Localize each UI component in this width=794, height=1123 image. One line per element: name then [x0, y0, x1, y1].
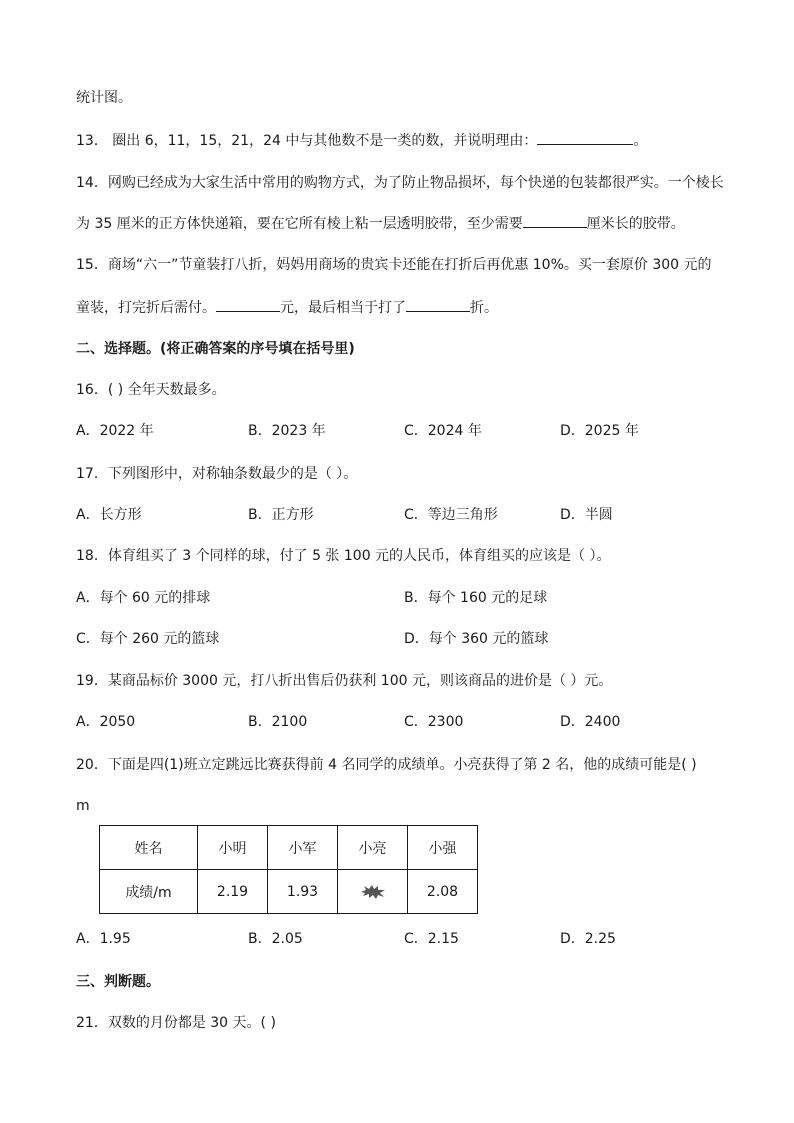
answer-blank[interactable] [523, 213, 587, 228]
q17-option-b[interactable]: B．正方形 [248, 507, 314, 523]
question-14-line-2 [76, 213, 685, 234]
answer-blank[interactable] [406, 297, 470, 312]
q19-option-a[interactable]: A．2050 [76, 714, 136, 730]
section-2-title: 二、选择题。(将正确答案的序号填在括号里) [76, 341, 355, 357]
question-20-stem: 20．下面是四(1)班立定跳远比赛获得前 4 名同学的成绩单。小亮获得了第 2 名，他的成绩可能是( ) [76, 757, 697, 773]
q19-option-c[interactable]: C．2300 [404, 714, 464, 730]
table-row [100, 870, 478, 914]
table-cell: 1.93 [268, 870, 338, 914]
question-15-line-1: 15．商场“六一”节童装打八折，妈妈用商场的贵宾卡还能在打折后再优惠 10%。买一套原价 300 元的 [76, 257, 712, 273]
q16-option-c[interactable]: C．2024 年 [404, 423, 482, 439]
q19-option-d[interactable]: D．2400 [560, 714, 621, 730]
question-21-stem: 21．双数的月份都是 30 天。( ) [76, 1015, 276, 1031]
q20-option-a[interactable]: A．1.95 [76, 931, 131, 947]
question-15-line-2 [76, 297, 498, 318]
table-cell: 小军 [268, 826, 338, 870]
q19-option-b[interactable]: B．2100 [248, 714, 308, 730]
q12-tail: 统计图。 [76, 90, 132, 106]
question-17-stem: 17．下列图形中，对称轴条数最少的是（ ）。 [76, 466, 358, 482]
question-19-stem: 19．某商品标价 3000 元，打八折出售后仍获利 100 元，则该商品的进价是（ ）元。 [76, 673, 613, 689]
q20-option-b[interactable]: B．2.05 [248, 931, 303, 947]
question-15-text-a: 童装，打完折后需付。 [76, 300, 216, 316]
question-14-line-1: 14．网购已经成为大家生活中常用的购物方式，为了防止物品损坏，每个快递的包装都很严实。一个棱长 [76, 175, 724, 191]
score-table [99, 825, 478, 914]
question-16-stem: 16．( ) 全年天数最多。 [76, 382, 226, 398]
question-18-stem: 18．体育组买了 3 个同样的球，付了 5 张 100 元的人民币，体育组买的应该是（ ）。 [76, 548, 611, 564]
q18-option-b[interactable]: B．每个 160 元的足球 [404, 590, 548, 606]
q17-option-d[interactable]: D．半圆 [560, 507, 613, 523]
q18-option-d[interactable]: D．每个 360 元的篮球 [404, 631, 549, 647]
q20-option-d[interactable]: D．2.25 [560, 931, 616, 947]
question-13-end: 。 [633, 133, 648, 149]
question-15-text-c: 折。 [470, 300, 498, 316]
table-cell: 小强 [408, 826, 478, 870]
ink-blot-icon [361, 885, 385, 899]
q20-option-c[interactable]: C．2.15 [404, 931, 459, 947]
q17-option-c[interactable]: C．等边三角形 [404, 507, 498, 523]
answer-blank[interactable] [216, 297, 280, 312]
table-cell: 小亮 [338, 826, 408, 870]
q18-option-c[interactable]: C．每个 260 元的篮球 [76, 631, 220, 647]
q18-option-a[interactable]: A．每个 60 元的排球 [76, 590, 211, 606]
ink-blot-shape [361, 885, 385, 899]
q16-option-b[interactable]: B．2023 年 [248, 423, 326, 439]
q17-option-a[interactable]: A．长方形 [76, 507, 142, 523]
q16-option-d[interactable]: D．2025 年 [560, 423, 639, 439]
section-3-title: 三、判断题。 [76, 974, 160, 990]
question-14-text-b: 厘米长的胶带。 [586, 216, 685, 232]
table-header-row [100, 826, 478, 870]
question-20-unit: m [76, 798, 90, 814]
table-cell: 姓名 [100, 826, 198, 870]
question-13 [76, 130, 647, 151]
table-cell: 2.19 [198, 870, 268, 914]
table-cell: 小明 [198, 826, 268, 870]
table-cell: 2.08 [408, 870, 478, 914]
question-15-text-b: 元，最后相当于打了 [280, 300, 406, 316]
answer-blank[interactable] [537, 130, 633, 145]
q16-option-a[interactable]: A．2022 年 [76, 423, 154, 439]
table-cell: 成绩/m [100, 870, 198, 914]
question-14-text-a: 为 35 厘米的正方体快递箱，要在它所有棱上粘一层透明胶带，至少需要 [76, 216, 523, 232]
question-13-text: 13． 圈出 6，11，15，21，24 中与其他数不是一类的数，并说明理由： [76, 133, 538, 149]
table-cell-obscured [338, 870, 408, 914]
